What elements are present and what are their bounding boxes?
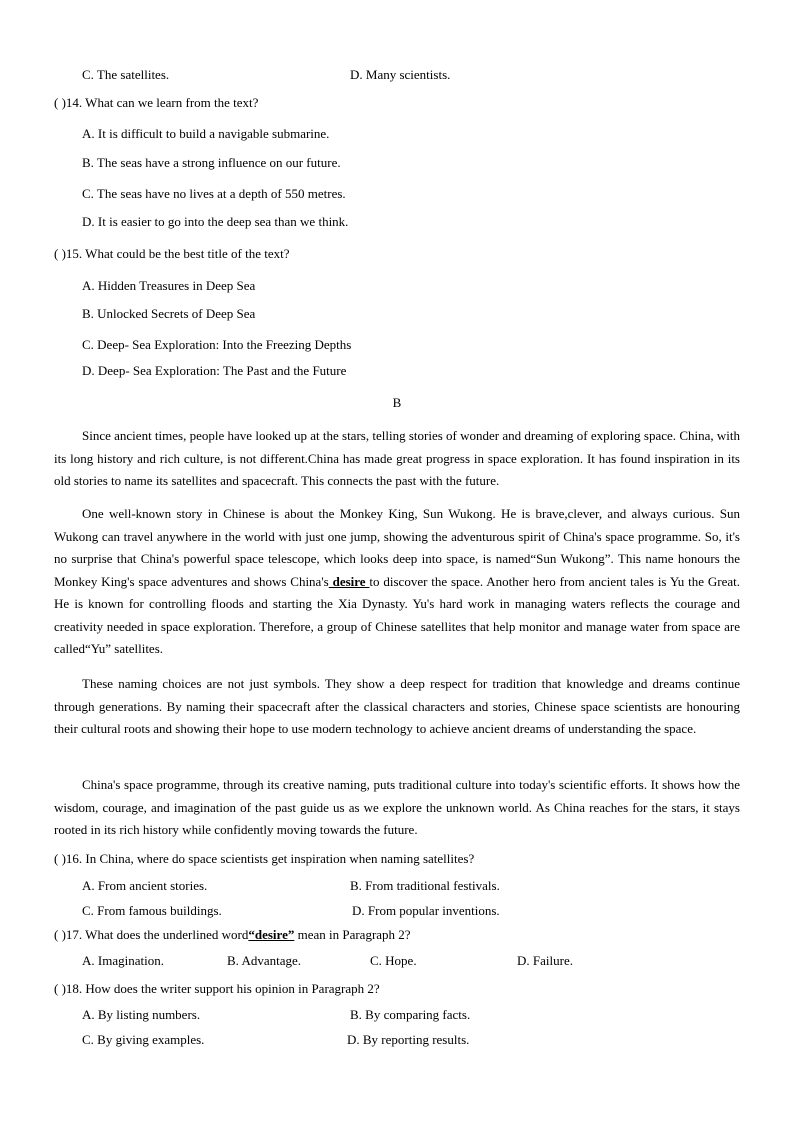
question-17 [54, 927, 411, 943]
q14-option-c: C. The seas have no lives at a depth of 550 metres. [82, 186, 346, 201]
question-18: ( )18. How does the writer support his opinion in Paragraph 2? [54, 981, 380, 996]
q17-underlined-word: “desire” [248, 927, 295, 942]
q14-option-a: A. It is difficult to build a navigable submarine. [82, 126, 330, 141]
underlined-word-desire: desire [328, 573, 370, 589]
passage-paragraph-4: China's space programme, through its creative naming, puts traditional culture into today's scientific efforts. It shows how the wisdom, courage, and imagination of the past guide us as we explore the unknown world. As China reaches for the stars, it stays rooted in its rich history while confidently moving towards the future. [54, 777, 740, 837]
q16-option-b: B. From traditional festivals. [350, 878, 500, 893]
q18-option-c: C. By giving examples. [82, 1032, 205, 1047]
question-15: ( )15. What could be the best title of the text? [54, 246, 290, 261]
q17-stem-before: ( )17. What does the underlined word [54, 927, 249, 942]
question-14: ( )14. What can we learn from the text? [54, 95, 259, 110]
section-b-heading: B [392, 395, 402, 410]
question-16: ( )16. In China, where do space scientists get inspiration when naming satellites? [54, 851, 475, 866]
q16-option-c: C. From famous buildings. [82, 903, 222, 918]
passage-paragraph-3: These naming choices are not just symbols. They show a deep respect for tradition that knowledge and dreams continue through generations. By naming their spacecraft after the classical characters and stories, Chinese space scientists are honouring their cultural roots and showing their hope to use modern technology to achieve ancient dreams of understanding the space. [54, 676, 740, 736]
paragraph-2-text-after: to discover the space. Another hero from ancient tales is Yu the Great. He is known for controlling floods and starting the Xia Dynasty. Yu's hard work in managing waters reflects the courage and creativity needed in space exploration. Therefore, a group of Chinese satellites that help monitor and manage water from space are called“Yu” satellites. [54, 573, 741, 656]
q17-option-a: A. Imagination. [82, 953, 164, 968]
q17-option-b: B. Advantage. [227, 953, 302, 968]
q15-option-c: C. Deep- Sea Exploration: Into the Freezing Depths [82, 337, 352, 352]
q17-stem-after: mean in Paragraph 2? [294, 927, 411, 942]
prev-option-d: D. Many scientists. [350, 67, 451, 82]
q18-option-b: B. By comparing facts. [350, 1007, 471, 1022]
paragraph-2-text-before: One well-known story in Chinese is about the Monkey King, Sun Wukong. He is brave,clever, and always curious. Sun Wukong can travel anywhere in the world with just one jump, showing the adventurous spirit of China's space programme. So, it's no surprise that China's powerful space telescope, which looks deep into space, is named“Sun Wukong”. This name honours the Monkey King's space adventures and shows China's [54, 506, 740, 589]
q16-option-d: D. From popular inventions. [352, 903, 500, 918]
q16-option-a: A. From ancient stories. [82, 878, 208, 893]
q17-option-c: C. Hope. [370, 953, 417, 968]
passage-paragraph-2 [54, 503, 740, 661]
passage-paragraph-1: Since ancient times, people have looked up at the stars, telling stories of wonder and dreaming of exploring space. China, with its long history and rich culture, is not different.China has made great progress in space exploration. It has found inspiration in its old stories to name its satellites and spacecraft. This connects the past with the future. [54, 428, 740, 488]
q14-option-b: B. The seas have a strong influence on our future. [82, 155, 341, 170]
prev-option-c: C. The satellites. [82, 67, 170, 82]
q15-option-a: A. Hidden Treasures in Deep Sea [82, 278, 256, 293]
q18-option-d: D. By reporting results. [347, 1032, 470, 1047]
q14-option-d: D. It is easier to go into the deep sea than we think. [82, 214, 349, 229]
q15-option-b: B. Unlocked Secrets of Deep Sea [82, 306, 256, 321]
q18-option-a: A. By listing numbers. [82, 1007, 201, 1022]
q17-option-d: D. Failure. [517, 953, 573, 968]
q15-option-d: D. Deep- Sea Exploration: The Past and the Future [82, 363, 347, 378]
